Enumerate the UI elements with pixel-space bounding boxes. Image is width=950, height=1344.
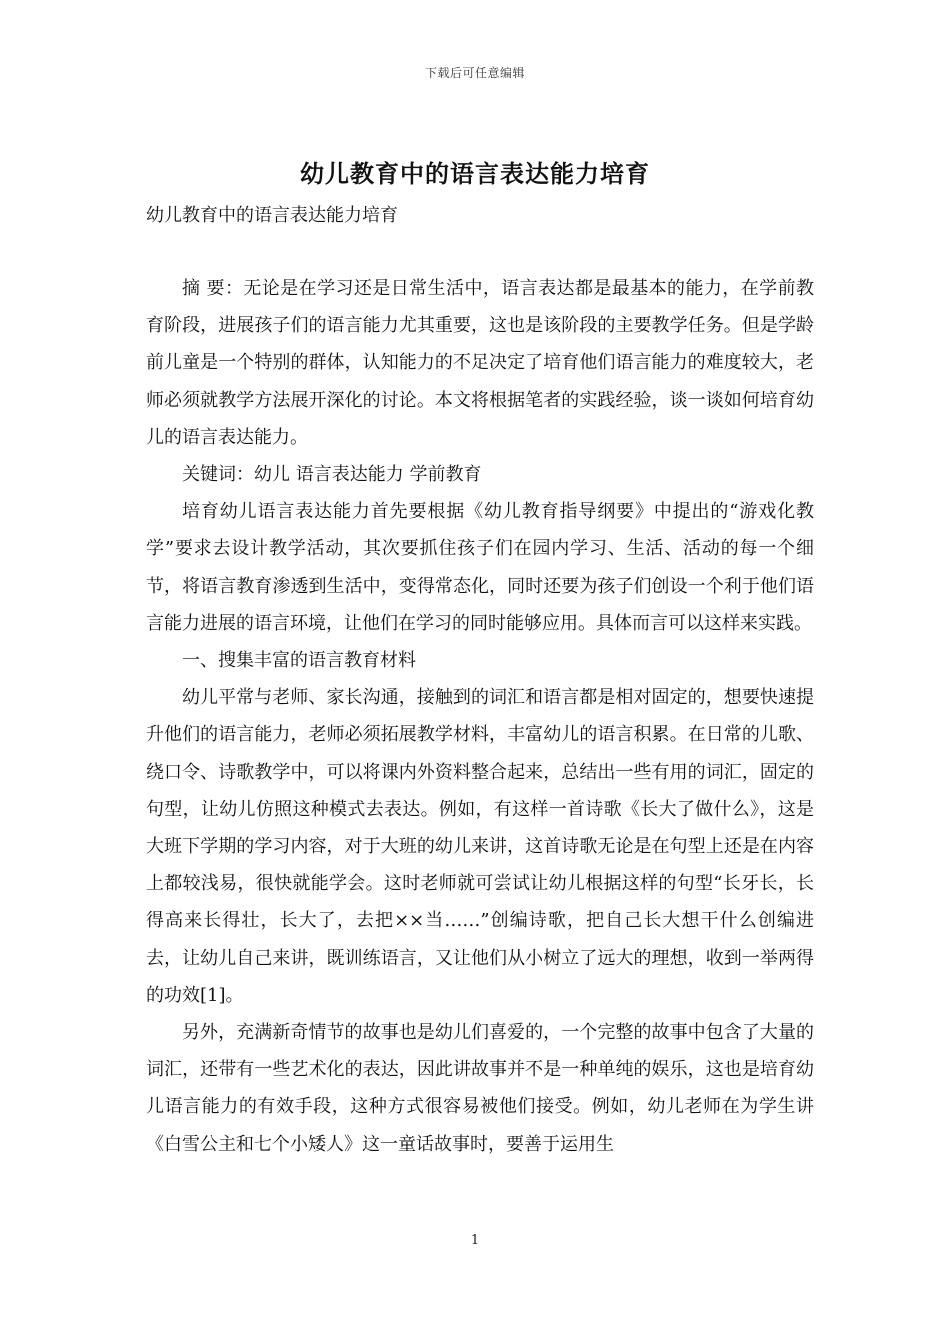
intro-paragraph: 培育幼儿语言表达能力首先要根据《幼儿教育指导纲要》中提出的“游戏化教学”要求去设计教学活动，其次要抓住孩子们在园内学习、生活、活动的每一个细节，将语言教育渗透到生活中，变得常态化，同时还要为孩子们创设一个利于他们语言能力进展的语言环境，让他们在学习的同时能够应用。具体而言可以这样来实践。 xyxy=(146,501,814,634)
document-body xyxy=(146,270,814,1163)
keywords-paragraph: 关键词：幼儿 语言表达能力 学前教育 xyxy=(182,464,482,486)
abstract-paragraph: 摘 要：无论是在学习还是日常生活中，语言表达都是最基本的能力，在学前教育阶段，进展孩子们的语言能力尤其重要，这也是该阶段的主要教学任务。但是学龄前儿童是一个特别的群体，认知能力的不足决定了培育他们语言能力的难度较大，老师必须就教学方法展开深化的讨论。本文将根据笔者的实践经验，谈一谈如何培育幼儿的语言表达能力。 xyxy=(146,278,814,448)
body-paragraph: 幼儿平常与老师、家长沟通，接触到的词汇和语言都是相对固定的，想要快速提升他们的语言能力，老师必须拓展教学材料，丰富幼儿的语言积累。在日常的儿歌、绕口令、诗歌教学中，可以将课内外资料整合起来，总结出一些有用的词汇，固定的句型，让幼儿仿照这种模式去表达。例如，有这样一首诗歌《长大了做什么》，这是大班下学期的学习内容，对于大班的幼儿来讲，这首诗歌无论是在句型上还是在内容上都较浅易，很快就能学会。这时老师就可尝试让幼儿根据这样的句型“长牙长，长得高来长得壮，长大了，去把××当……”创编诗歌，把自己长大想干什么创编进去，让幼儿自己来讲，既训练语言，又让他们从小树立了远大的理想，收到一举两得的功效[1]。 xyxy=(146,687,814,1006)
section-heading: 一、搜集丰富的语言教育材料 xyxy=(182,650,416,672)
body-paragraph: 另外，充满新奇情节的故事也是幼儿们喜爱的，一个完整的故事中包含了大量的词汇，还带有一些艺术化的表达，因此讲故事并不是一种单纯的娱乐，这也是培育幼儿语言能力的有效手段，这种方式很容易被他们接受。例如，幼儿老师在为学生讲《白雪公主和七个小矮人》这一童话故事时，要善于运用生 xyxy=(146,1022,814,1155)
header-note: 下载后可任意编辑 xyxy=(424,66,525,80)
document-title: 幼儿教育中的语言表达能力培育 xyxy=(300,159,650,188)
document-subtitle: 幼儿教育中的语言表达能力培育 xyxy=(146,205,398,226)
page-number: 1 xyxy=(470,1233,480,1248)
